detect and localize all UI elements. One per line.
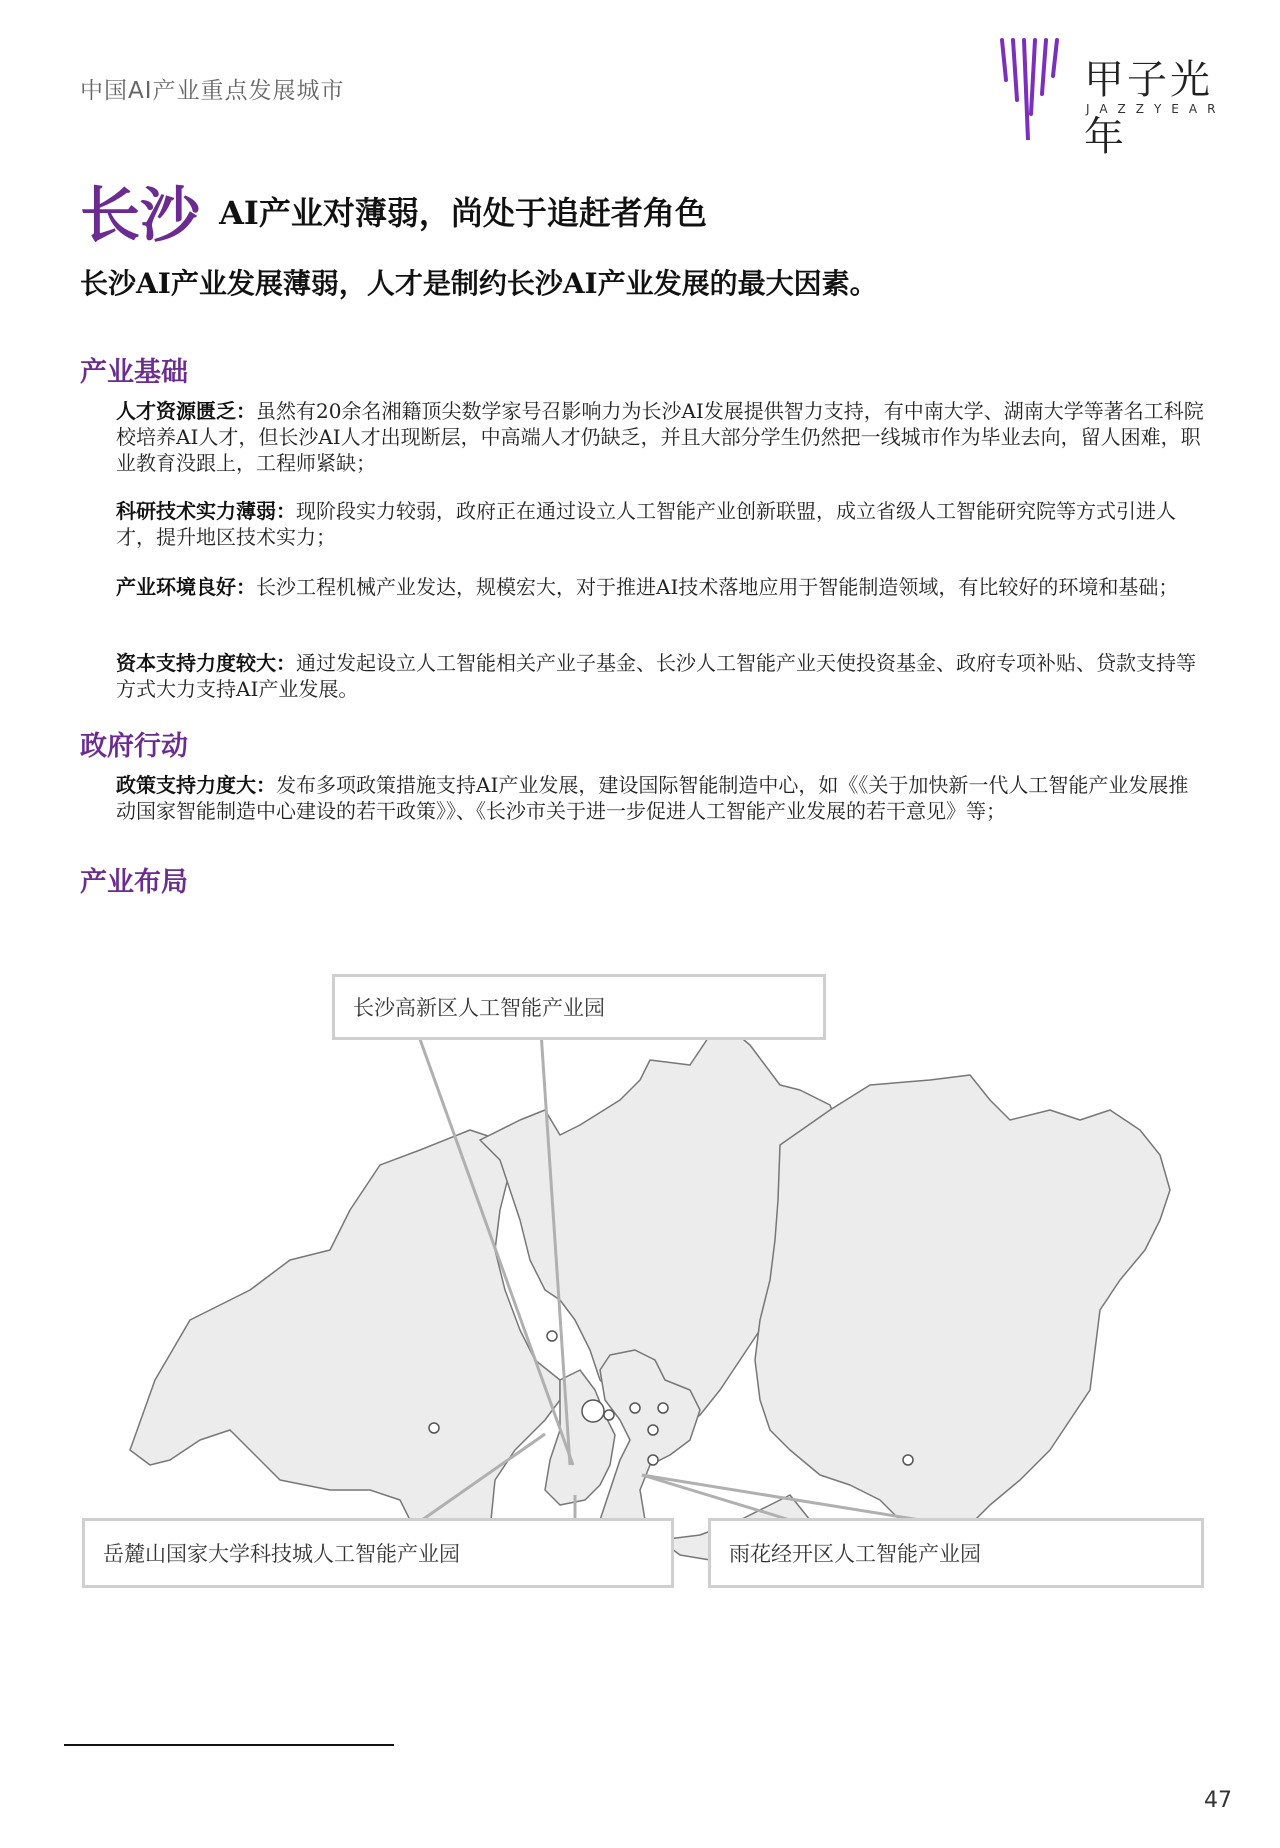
map-marker (648, 1425, 658, 1435)
government-item (116, 772, 1204, 824)
logo-bars-icon (996, 36, 1066, 140)
callout-gaoxin-label: 长沙高新区人工智能产业园 (353, 996, 605, 1020)
map-marker (658, 1403, 668, 1413)
map-marker (547, 1331, 557, 1341)
item-text: 长沙工程机械产业发达，规模宏大，对于推进AI技术落地应用于智能制造领域，有比较好的环境和基础； (256, 575, 1179, 599)
map-marker (604, 1410, 614, 1420)
section-heading-foundation: 产业基础 (80, 357, 188, 388)
item-text: 现阶段实力较弱，政府正在通过设立人工智能产业创新联盟，成立省级人工智能研究院等方式引进人才，提升地区技术实力； (116, 499, 1176, 549)
item-label: 产业环境良好： (116, 575, 256, 599)
foundation-item (116, 650, 1204, 702)
item-text: 通过发起设立人工智能相关产业子基金、长沙人工智能产业天使投资基金、政府专项补贴、贷款支持等方式大力支持AI产业发展。 (116, 651, 1196, 701)
item-text: 发布多项政策措施支持AI产业发展，建设国际智能制造中心，如《《关于加快新一代人工智能产业发展推动国家智能制造中心建设的若干政策》》、《长沙市关于进一步促进人工智能产业发展的若干意见》等； (116, 773, 1189, 823)
section-heading-government: 政府行动 (80, 731, 188, 762)
callout-yuhua-label: 雨花经开区人工智能产业园 (729, 1542, 981, 1566)
page-title (80, 168, 707, 254)
brand-logo (996, 36, 1236, 160)
foundation-item (116, 574, 1204, 600)
changsha-district-map (0, 960, 1280, 1600)
map-region-east (755, 1075, 1170, 1555)
map-marker (903, 1455, 913, 1465)
callout-yuelu (82, 1518, 674, 1588)
callout-yuelu-label: 岳麓山国家大学科技城人工智能产业园 (103, 1542, 460, 1566)
map-marker (429, 1423, 439, 1433)
headline: 长沙AI产业发展薄弱，人才是制约长沙AI产业发展的最大因素。 (80, 267, 878, 300)
map-marker (582, 1400, 604, 1422)
item-text: 虽然有20余名湘籍顶尖数学家号召影响力为长沙AI发展提供智力支持，有中南大学、湖南大学等著名工科院校培养AI人才，但长沙AI人才出现断层，中高端人才仍缺乏，并且大部分学生仍然把一线城市作为毕业去向，留人困难，职业教育没跟上，工程师紧缺； (116, 399, 1204, 475)
map-marker (648, 1455, 658, 1465)
footnote-divider (64, 1744, 394, 1746)
item-label: 人才资源匮乏： (116, 399, 256, 423)
header-title: 中国AI产业重点发展城市 (80, 78, 345, 104)
callout-gaoxin (332, 974, 826, 1040)
foundation-item (116, 498, 1204, 550)
map-marker (630, 1403, 640, 1413)
logo-name-cn: 甲子光年 (1084, 57, 1213, 160)
page-number: 47 (1204, 1788, 1232, 1813)
page-subtitle: AI产业对薄弱，尚处于追赶者角色 (219, 194, 707, 232)
item-label: 政策支持力度大： (116, 773, 276, 797)
map-region-west (130, 1130, 560, 1575)
item-label: 科研技术实力薄弱： (116, 499, 296, 523)
callout-yuhua (708, 1518, 1204, 1588)
foundation-item (116, 398, 1204, 476)
city-name: 长沙 (80, 181, 200, 251)
item-label: 资本支持力度较大： (116, 651, 296, 675)
logo-name-en: JAZZYEAR (1086, 102, 1226, 116)
section-heading-layout: 产业布局 (80, 867, 188, 898)
